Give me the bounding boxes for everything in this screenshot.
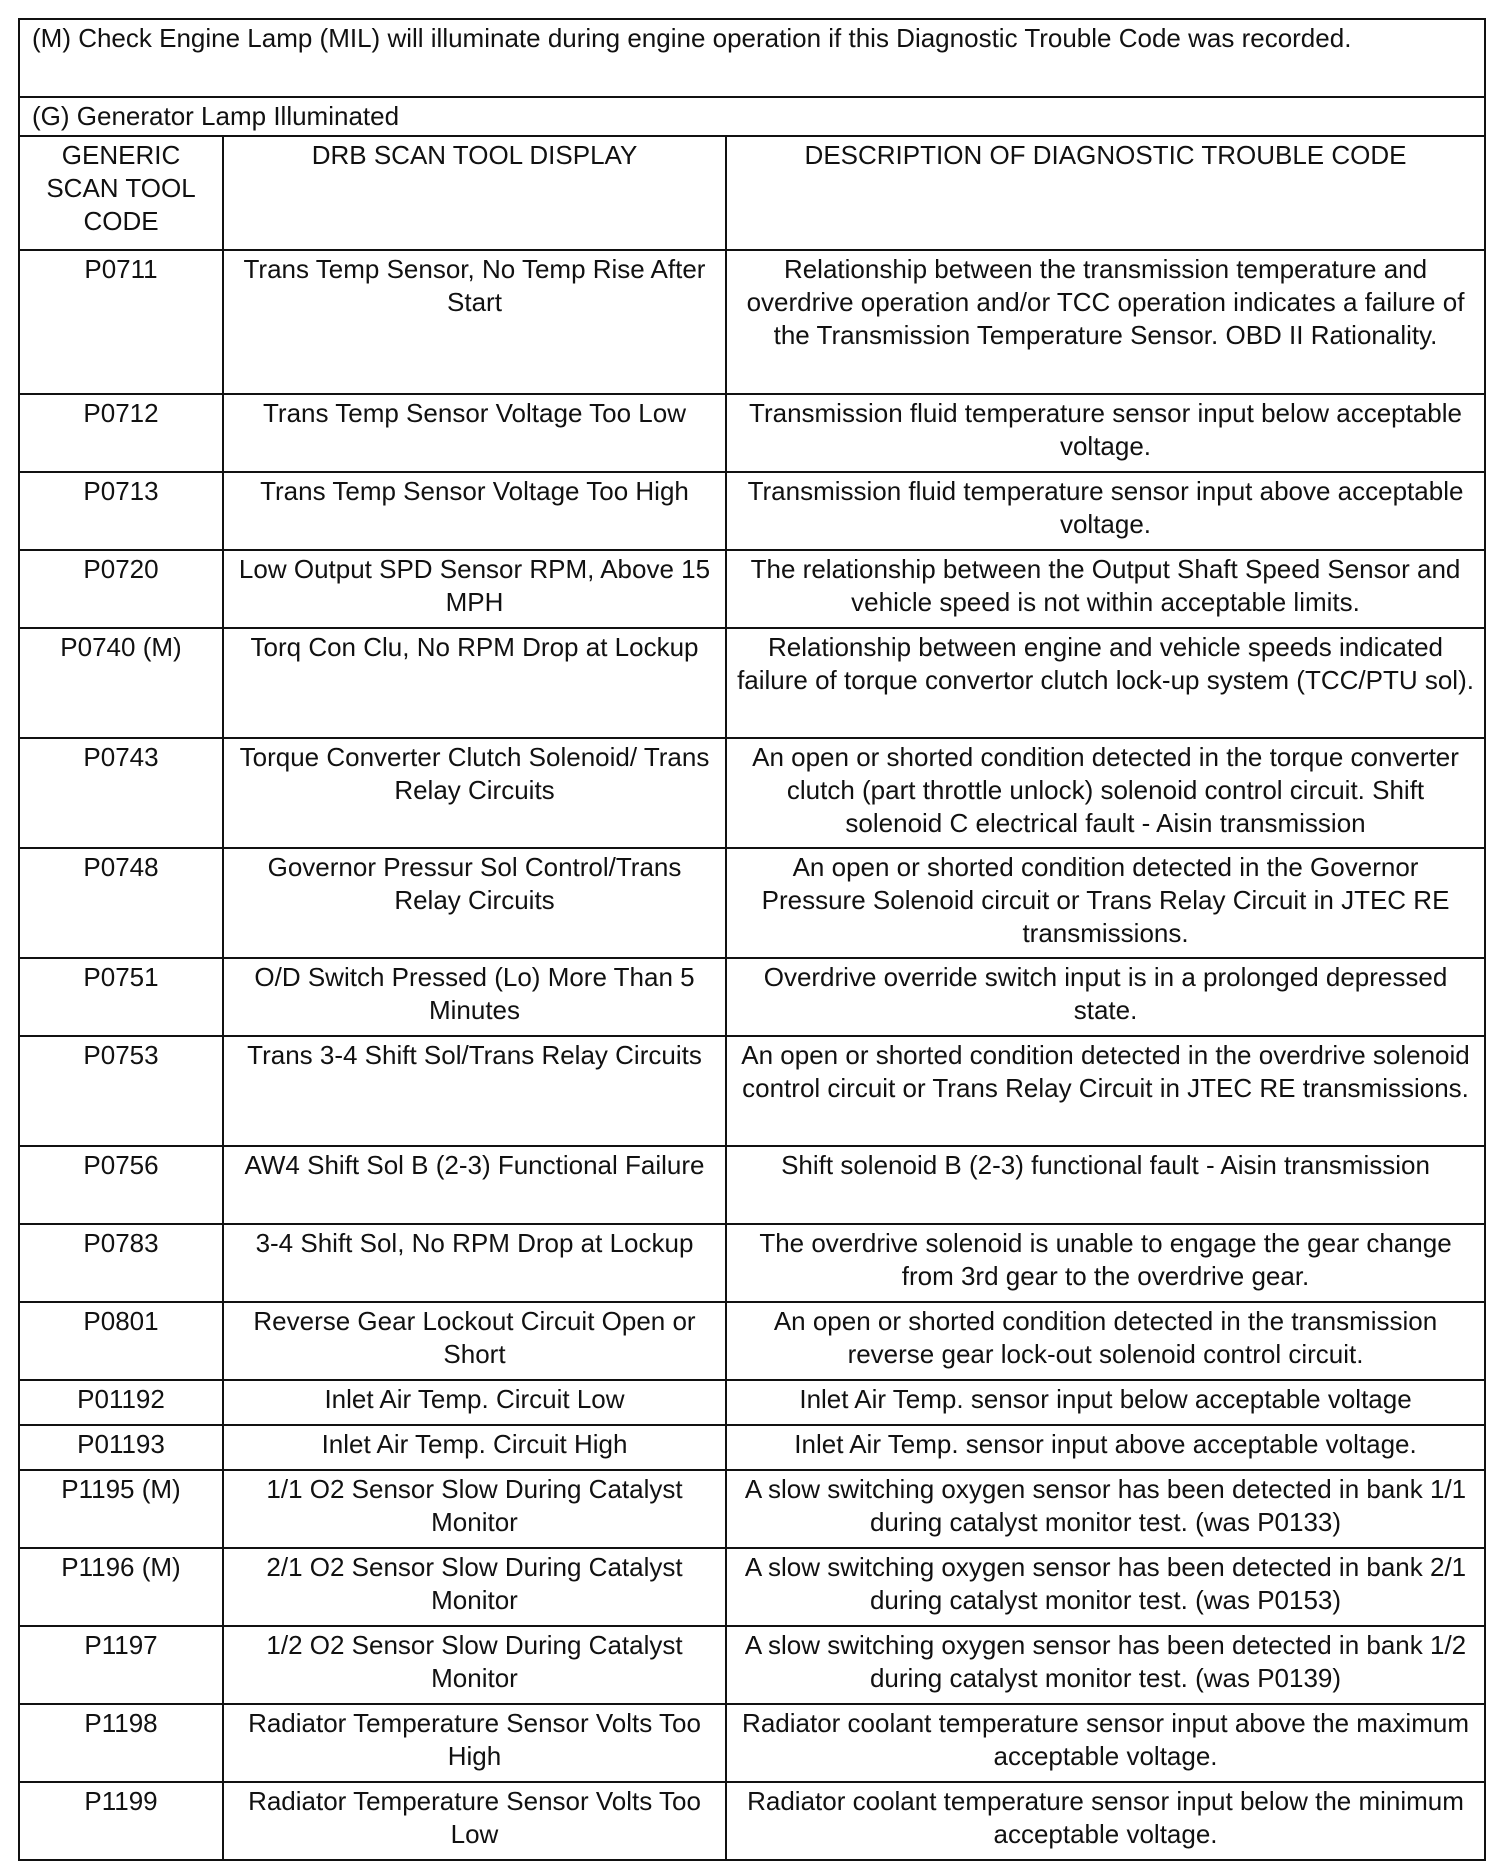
table-row: [19, 472, 1485, 550]
cell-display: Trans 3-4 Shift Sol/Trans Relay Circuits: [223, 1036, 726, 1146]
note-mil: (M) Check Engine Lamp (MIL) will illuminate during engine operation if this Diagnostic Trouble Code was recorded.: [19, 19, 1485, 97]
table-row: [19, 394, 1485, 472]
cell-display: Governor Pressur Sol Control/Trans Relay Circuits: [223, 848, 726, 958]
table-row: [19, 550, 1485, 628]
cell-display: Radiator Temperature Sensor Volts Too High: [223, 1704, 726, 1782]
cell-code: P0713: [19, 472, 223, 550]
cell-code: P0711: [19, 250, 223, 394]
cell-description: A slow switching oxygen sensor has been detected in bank 1/2 during catalyst monitor test. (was P0139): [726, 1626, 1485, 1704]
cell-display: Trans Temp Sensor, No Temp Rise After Start: [223, 250, 726, 394]
table-row: [19, 738, 1485, 848]
cell-code: P1197: [19, 1626, 223, 1704]
cell-code: P1196 (M): [19, 1548, 223, 1626]
table-row: [19, 848, 1485, 958]
table-row: [19, 250, 1485, 394]
cell-code: P0743: [19, 738, 223, 848]
table-row: [19, 1425, 1485, 1470]
cell-description: Relationship between engine and vehicle speeds indicated failure of torque convertor clutch lock-up system (TCC/PTU sol).: [726, 628, 1485, 738]
cell-code: P0783: [19, 1224, 223, 1302]
header-description: DESCRIPTION OF DIAGNOSTIC TROUBLE CODE: [726, 136, 1485, 250]
cell-code: P0753: [19, 1036, 223, 1146]
cell-code: P0801: [19, 1302, 223, 1380]
cell-code: P1199: [19, 1782, 223, 1860]
table-row: [19, 1302, 1485, 1380]
cell-display: 1/1 O2 Sensor Slow During Catalyst Monitor: [223, 1470, 726, 1548]
cell-display: Radiator Temperature Sensor Volts Too Low: [223, 1782, 726, 1860]
cell-description: Transmission fluid temperature sensor input above acceptable voltage.: [726, 472, 1485, 550]
table-row: [19, 628, 1485, 738]
header-row: [19, 136, 1485, 250]
table-row: [19, 1548, 1485, 1626]
cell-code: P01193: [19, 1425, 223, 1470]
header-code: GENERIC SCAN TOOL CODE: [19, 136, 223, 250]
cell-description: The relationship between the Output Shaft Speed Sensor and vehicle speed is not within acceptable limits.: [726, 550, 1485, 628]
cell-code: P0712: [19, 394, 223, 472]
table-row: [19, 1380, 1485, 1425]
cell-description: Radiator coolant temperature sensor input above the maximum acceptable voltage.: [726, 1704, 1485, 1782]
header-display: DRB SCAN TOOL DISPLAY: [223, 136, 726, 250]
cell-display: Torq Con Clu, No RPM Drop at Lockup: [223, 628, 726, 738]
table-row: [19, 1036, 1485, 1146]
cell-code: P01192: [19, 1380, 223, 1425]
cell-code: P0720: [19, 550, 223, 628]
dtc-table: [18, 18, 1486, 1861]
cell-description: An open or shorted condition detected in the transmission reverse gear lock-out solenoid control circuit.: [726, 1302, 1485, 1380]
cell-description: A slow switching oxygen sensor has been detected in bank 2/1 during catalyst monitor test. (was P0153): [726, 1548, 1485, 1626]
cell-description: Inlet Air Temp. sensor input above acceptable voltage.: [726, 1425, 1485, 1470]
cell-code: P1198: [19, 1704, 223, 1782]
table-row: [19, 1224, 1485, 1302]
table-row: [19, 1704, 1485, 1782]
table-row: [19, 1470, 1485, 1548]
cell-description: Shift solenoid B (2-3) functional fault - Aisin transmission: [726, 1146, 1485, 1224]
cell-display: Inlet Air Temp. Circuit Low: [223, 1380, 726, 1425]
cell-code: P0751: [19, 958, 223, 1036]
cell-description: A slow switching oxygen sensor has been detected in bank 1/1 during catalyst monitor test. (was P0133): [726, 1470, 1485, 1548]
cell-display: AW4 Shift Sol B (2-3) Functional Failure: [223, 1146, 726, 1224]
cell-display: Reverse Gear Lockout Circuit Open or Short: [223, 1302, 726, 1380]
cell-description: An open or shorted condition detected in the Governor Pressure Solenoid circuit or Trans Relay Circuit in JTEC RE transmissions.: [726, 848, 1485, 958]
cell-display: 3-4 Shift Sol, No RPM Drop at Lockup: [223, 1224, 726, 1302]
table-row: [19, 958, 1485, 1036]
note-generator: (G) Generator Lamp Illuminated: [19, 97, 1485, 136]
cell-description: An open or shorted condition detected in the torque converter clutch (part throttle unlock) solenoid control circuit. Shift solenoid C electrical fault - Aisin transmission: [726, 738, 1485, 848]
cell-code: P1195 (M): [19, 1470, 223, 1548]
cell-description: Relationship between the transmission temperature and overdrive operation and/or TCC operation indicates a failure of the Transmission Temperature Sensor. OBD II Rationality.: [726, 250, 1485, 394]
cell-display: Trans Temp Sensor Voltage Too Low: [223, 394, 726, 472]
note-row-generator: [19, 97, 1485, 136]
cell-description: Transmission fluid temperature sensor input below acceptable voltage.: [726, 394, 1485, 472]
table-row: [19, 1782, 1485, 1860]
note-row-mil: [19, 19, 1485, 97]
cell-code: P0748: [19, 848, 223, 958]
table-row: [19, 1146, 1485, 1224]
cell-display: Inlet Air Temp. Circuit High: [223, 1425, 726, 1470]
cell-display: Trans Temp Sensor Voltage Too High: [223, 472, 726, 550]
cell-display: Torque Converter Clutch Solenoid/ Trans Relay Circuits: [223, 738, 726, 848]
cell-description: Inlet Air Temp. sensor input below acceptable voltage: [726, 1380, 1485, 1425]
cell-code: P0740 (M): [19, 628, 223, 738]
cell-description: The overdrive solenoid is unable to engage the gear change from 3rd gear to the overdrive gear.: [726, 1224, 1485, 1302]
cell-display: Low Output SPD Sensor RPM, Above 15 MPH: [223, 550, 726, 628]
cell-description: Overdrive override switch input is in a prolonged depressed state.: [726, 958, 1485, 1036]
cell-description: Radiator coolant temperature sensor input below the minimum acceptable voltage.: [726, 1782, 1485, 1860]
cell-display: 2/1 O2 Sensor Slow During Catalyst Monitor: [223, 1548, 726, 1626]
table-row: [19, 1626, 1485, 1704]
cell-display: O/D Switch Pressed (Lo) More Than 5 Minutes: [223, 958, 726, 1036]
cell-code: P0756: [19, 1146, 223, 1224]
cell-description: An open or shorted condition detected in the overdrive solenoid control circuit or Trans Relay Circuit in JTEC RE transmissions.: [726, 1036, 1485, 1146]
cell-display: 1/2 O2 Sensor Slow During Catalyst Monitor: [223, 1626, 726, 1704]
document-page: [18, 18, 1484, 1861]
